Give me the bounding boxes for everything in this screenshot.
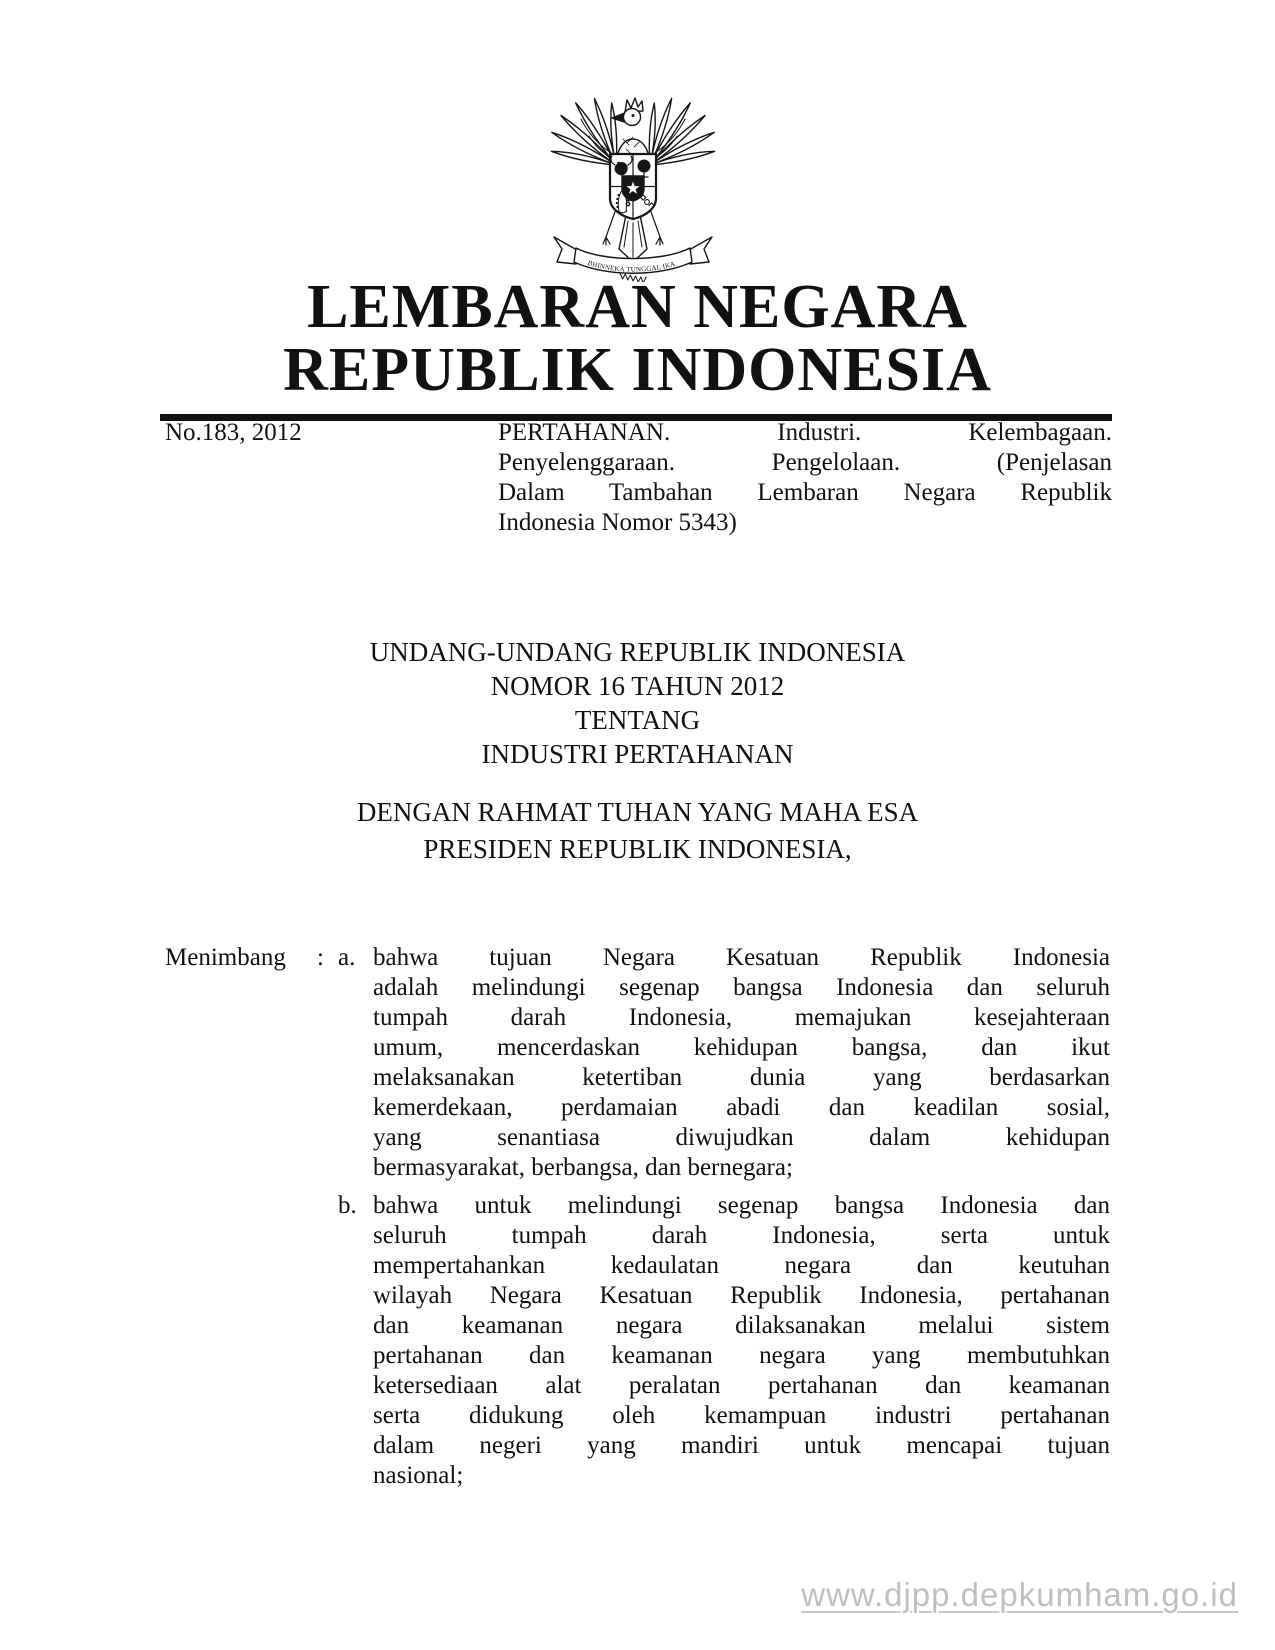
- masthead-title-line1: LEMBARAN NEGARA: [307, 273, 968, 341]
- masthead-title: [0, 273, 1275, 404]
- site-watermark: www.djpp.depkumham.go.id: [801, 1576, 1238, 1613]
- gazette-number: No.183, 2012: [165, 419, 302, 446]
- text-line: kemerdekaan, perdamaian abadi dan keadilan sosial,: [373, 1094, 1110, 1121]
- text-line: adalah melindungi segenap bangsa Indonesia dan seluruh: [373, 974, 1110, 1001]
- text-line: Penyelenggaraan. Pengelolaan. (Penjelasan: [498, 449, 1112, 476]
- text-line: yang senantiasa diwujudkan dalam kehidupan: [373, 1124, 1110, 1151]
- consideration-b-marker: b.: [338, 1192, 357, 1219]
- law-tentang-line: TENTANG: [574, 705, 701, 735]
- text-line: tumpah darah Indonesia, memajukan kesejahteraan: [373, 1004, 1110, 1031]
- menimbang-colon: :: [317, 944, 324, 971]
- text-line: dalam negeri yang mandiri untuk mencapai tujuan: [373, 1432, 1110, 1459]
- consideration-a-paragraph: [373, 943, 1110, 1183]
- text-line: wilayah Negara Kesatuan Republik Indonesia, pertahanan: [373, 1282, 1110, 1309]
- text-line: melaksanakan ketertiban dunia yang berdasarkan: [373, 1064, 1110, 1091]
- text-line: bermasyarakat, berbangsa, dan bernegara;: [373, 1154, 793, 1181]
- text-line: seluruh tumpah darah Indonesia, serta untuk: [373, 1222, 1110, 1249]
- law-number-line: NOMOR 16 TAHUN 2012: [490, 671, 785, 701]
- text-line: nasional;: [373, 1462, 464, 1489]
- invocation-line: DENGAN RAHMAT TUHAN YANG MAHA ESA: [356, 797, 919, 827]
- consideration-a-marker: a.: [338, 944, 356, 971]
- emblem-motto-text: BHINNEKA TUNGGAL IKA: [586, 258, 677, 274]
- subject-annotation: [498, 418, 1112, 538]
- masthead-title-line2: REPUBLIK INDONESIA: [283, 336, 992, 404]
- text-line: umum, mencerdaskan kehidupan bangsa, dan ikut: [373, 1034, 1110, 1061]
- issuer-line: PRESIDEN REPUBLIK INDONESIA,: [423, 834, 852, 864]
- text-line: PERTAHANAN. Industri. Kelembagaan.: [498, 419, 1112, 446]
- menimbang-label: Menimbang: [165, 944, 286, 971]
- law-title-line: UNDANG-UNDANG REPUBLIK INDONESIA: [369, 637, 906, 667]
- text-line: Dalam Tambahan Lembaran Negara Republik: [498, 479, 1112, 506]
- garuda-pancasila-emblem: [548, 90, 718, 282]
- law-subject-line: INDUSTRI PERTAHANAN: [481, 739, 794, 769]
- text-line: ketersediaan alat peralatan pertahanan dan keamanan: [373, 1372, 1110, 1399]
- text-line: pertahanan dan keamanan negara yang membutuhkan: [373, 1342, 1110, 1369]
- law-heading-block: [0, 635, 1275, 771]
- text-line: serta didukung oleh kemampuan industri pertahanan: [373, 1402, 1110, 1429]
- consideration-b-paragraph: [373, 1191, 1110, 1491]
- text-line: bahwa untuk melindungi segenap bangsa Indonesia dan: [373, 1192, 1110, 1219]
- text-line: bahwa tujuan Negara Kesatuan Republik Indonesia: [373, 944, 1110, 971]
- text-line: dan keamanan negara dilaksanakan melalui sistem: [373, 1312, 1110, 1339]
- text-line: Indonesia Nomor 5343): [498, 509, 737, 536]
- text-line: mempertahankan kedaulatan negara dan keutuhan: [373, 1252, 1110, 1279]
